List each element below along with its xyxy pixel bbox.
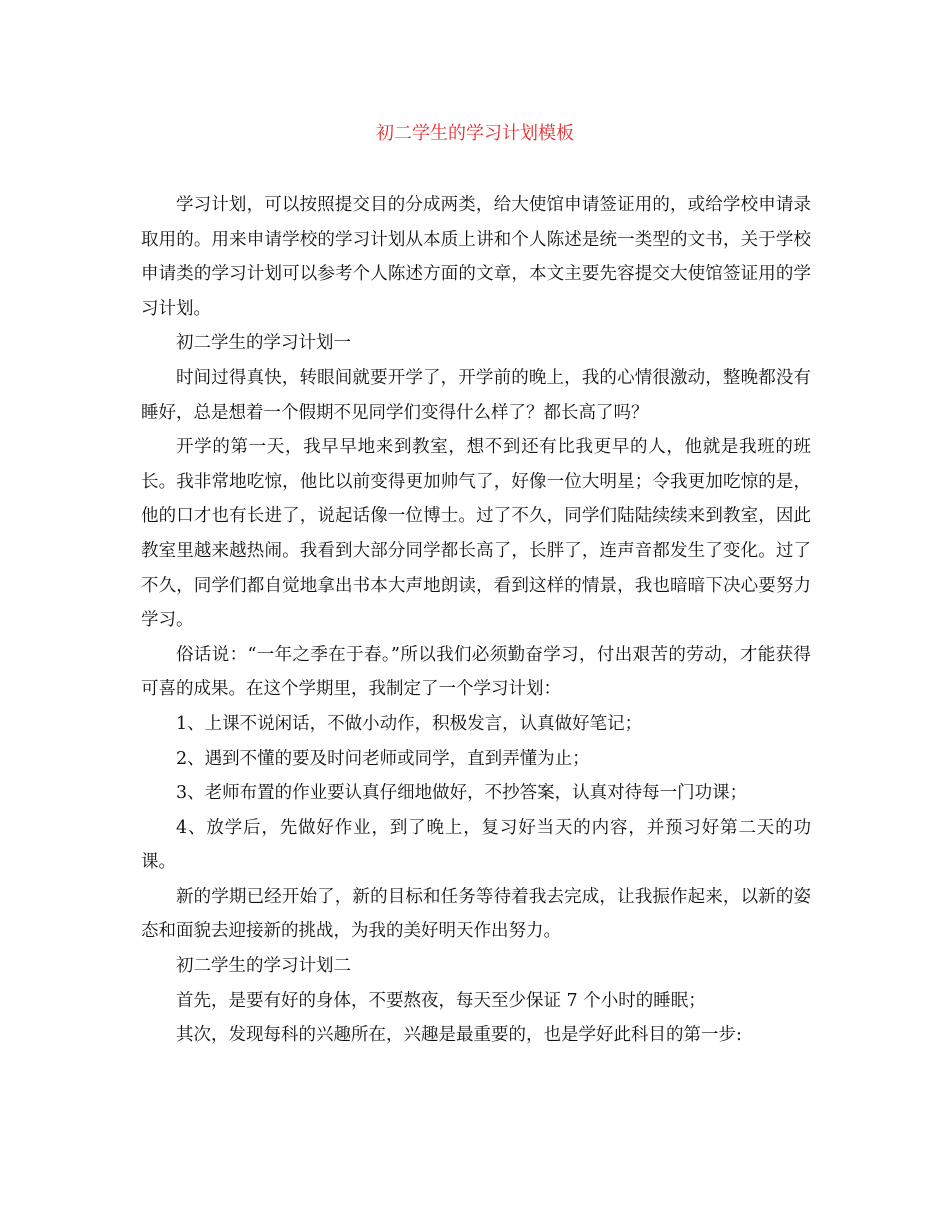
section-heading-plan-one: 初二学生的学习计划一	[176, 333, 351, 354]
list-item: 3、老师布置的作业要认真仔细地做好，不抄答案，认真对待每一门功课；	[176, 783, 748, 804]
paragraph: 时间过得真快，转眼间就要开学了，开学前的晚上，我的心情很激动，整晚都没有睡好，总是想着一个假期不见同学们变得什么样了？都长高了吗？	[141, 367, 811, 423]
section-heading-plan-two: 初二学生的学习计划二	[176, 956, 351, 977]
paragraph: 首先，是要有好的身体，不要熬夜，每天至少保证 7 个小时的睡眠；	[176, 990, 706, 1011]
paragraph: 俗话说：“一年之季在于春。”所以我们必须勤奋学习，付出艰苦的劳动，才能获得可喜的成果。在这个学期里，我制定了一个学习计划：	[141, 644, 811, 700]
paragraph: 新的学期已经开始了，新的目标和任务等待着我去完成，让我振作起来，以新的姿态和面貌去迎接新的挑战，为我的美好明天作出努力。	[141, 886, 811, 942]
list-item: 2、遇到不懂的要及时问老师或同学，直到弄懂为止；	[176, 748, 590, 769]
paragraph: 开学的第一天，我早早地来到教室，想不到还有比我更早的人，他就是我班的班长。我非常地吃惊，他比以前变得更加帅气了，好像一位大明星；令我更加吃惊的是，他的口才也有长进了，说起话像一位博士。过了不久，同学们陆陆续续来到教室，因此教室里越来越热闹。我看到大部分同学都长高了，长胖了，连声音都发生了变化。过了不久，同学们都自觉地拿出书本大声地朗读，看到这样的情景，我也暗暗下决心要努力学习。	[141, 437, 811, 631]
list-item: 4、放学后，先做好作业，到了晚上，复习好当天的内容，并预习好第二天的功课。	[141, 817, 811, 873]
paragraph-intro: 学习计划，可以按照提交目的分成两类，给大使馆申请签证用的，或给学校申请录取用的。用来申请学校的学习计划从本质上讲和个人陈述是统一类型的文书，关于学校申请类的学习计划可以参考个人陈述方面的文章，本文主要先容提交大使馆签证用的学习计划。	[141, 195, 811, 319]
document-title: 初二学生的学习计划模板	[376, 123, 574, 144]
paragraph: 其次，发现每科的兴趣所在，兴趣是最重要的，也是学好此科目的第一步:	[176, 1025, 742, 1046]
document-body	[141, 188, 811, 1053]
list-item: 1、上课不说闲话，不做小动作，积极发言，认真做好笔记；	[176, 713, 643, 734]
